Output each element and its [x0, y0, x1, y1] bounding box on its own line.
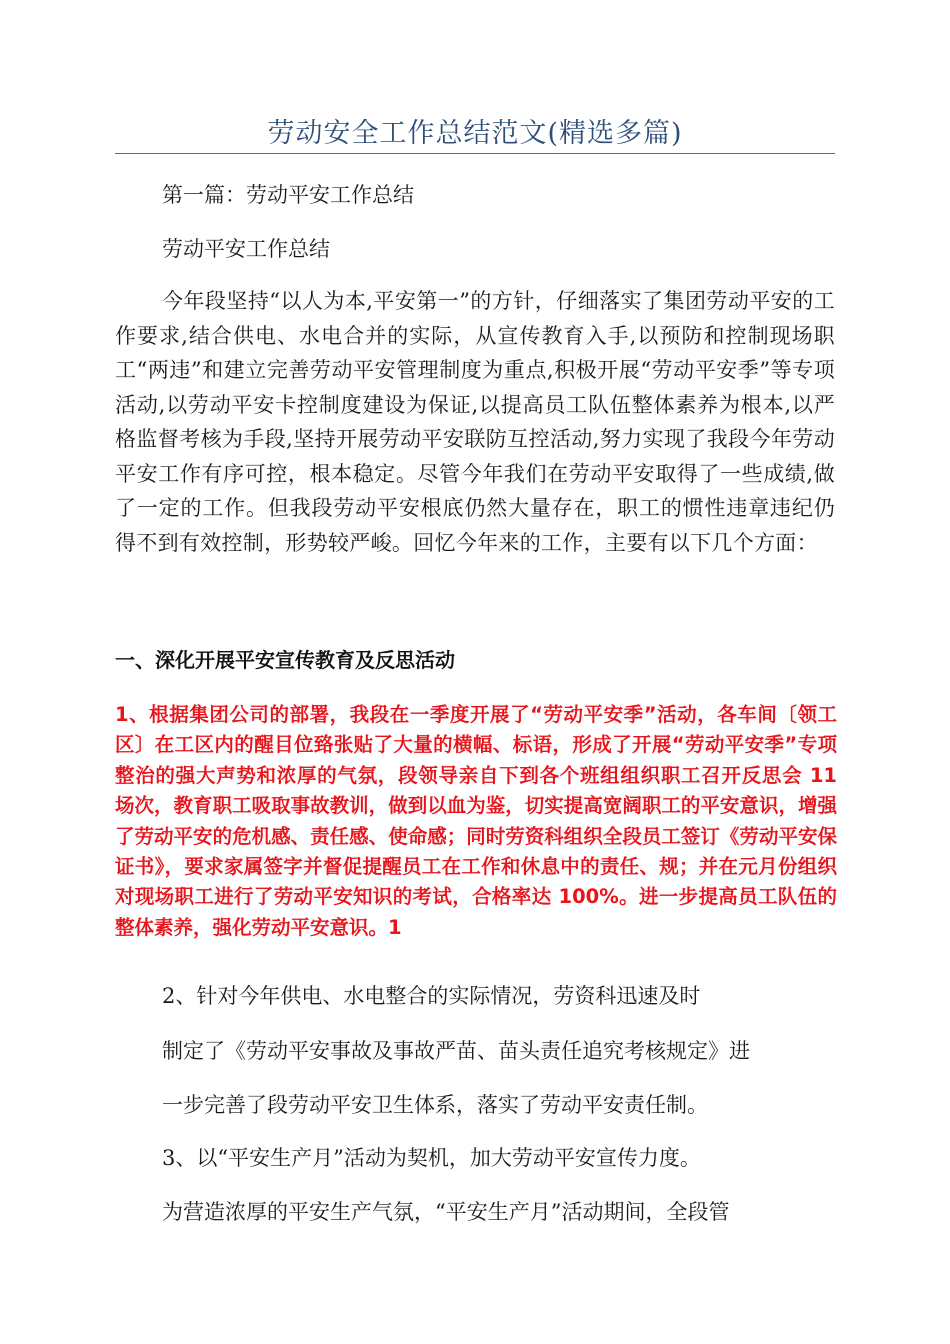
chapter-heading: 第一篇：劳动平安工作总结 — [162, 183, 414, 207]
subheading: 劳动平安工作总结 — [162, 237, 330, 261]
item-2-line-2: 制定了《劳动平安事故及事故严苗、苗头责任追究考核规定》进 — [162, 1039, 750, 1063]
item-2-line-1: 2、针对今年供电、水电整合的实际情况，劳资科迅速及时 — [162, 984, 701, 1008]
item-2-line-3: 一步完善了段劳动平安卫生体系，落实了劳动平安责任制。 — [162, 1093, 708, 1117]
document-title: 劳动安全工作总结范文(精选多篇) — [267, 118, 683, 149]
section-1-heading: 一、深化开展平安宣传教育及反思活动 — [115, 648, 455, 672]
item-3-line-2: 为营造浓厚的平安生产气氛，“平安生产月”活动期间，全段管 — [162, 1200, 730, 1224]
intro-paragraph: 今年段坚持“以人为本,平安第一”的方针，仔细落实了集团劳动平安的工作要求,结合供电、水电合并的实际，从宣传教育入手,以预防和控制现场职工“两违”和建立完善劳动平安管理制度为重点,积极开展“劳动平安季”等专项活动,以劳动平安卡控制度建设为保证,以提高员工队伍整体素养为根本,以严格监督考核为手段,坚持开展劳动平安联防互控活动,努力实现了我段今年劳动平安工作有序可控，根本稳定。尽管今年我们在劳动平安取得了一些成绩,做了一定的工作。但我段劳动平安根底仍然大量存在，职工的惯性违章违纪仍得不到有效控制，形势较严峻。回忆今年来的工作，主要有以下几个方面： — [115, 289, 835, 555]
item-3-line-1: 3、以“平安生产月”活动为契机，加大劳动平安宣传力度。 — [162, 1146, 701, 1170]
item-1-highlighted-paragraph: 1、根据集团公司的部署，我段在一季度开展了“劳动平安季”活动，各车间〔领工区〕在工区内的醒目位臵张贴了大量的横幅、标语，形成了开展“劳动平安季”专项整治的强大声势和浓厚的气氛，段领导亲自下到各个班组组织职工召开反思会 11 场次，教育职工吸取事故教训，做到以血为鉴，切实提高宽阔职工的平安意识，增强了劳动平安的危机感、责任感、使命感；同时劳资科组织全段员工签订《劳动平安保证书》，要求家属签字并督促提醒员工在工作和休息中的责任、规；并在元月份组织对现场职工进行了劳动平安知识的考试，合格率达 100%。进一步提高员工队伍的整体素养，强化劳动平安意识。1 — [115, 703, 837, 939]
title-underline — [115, 153, 835, 154]
